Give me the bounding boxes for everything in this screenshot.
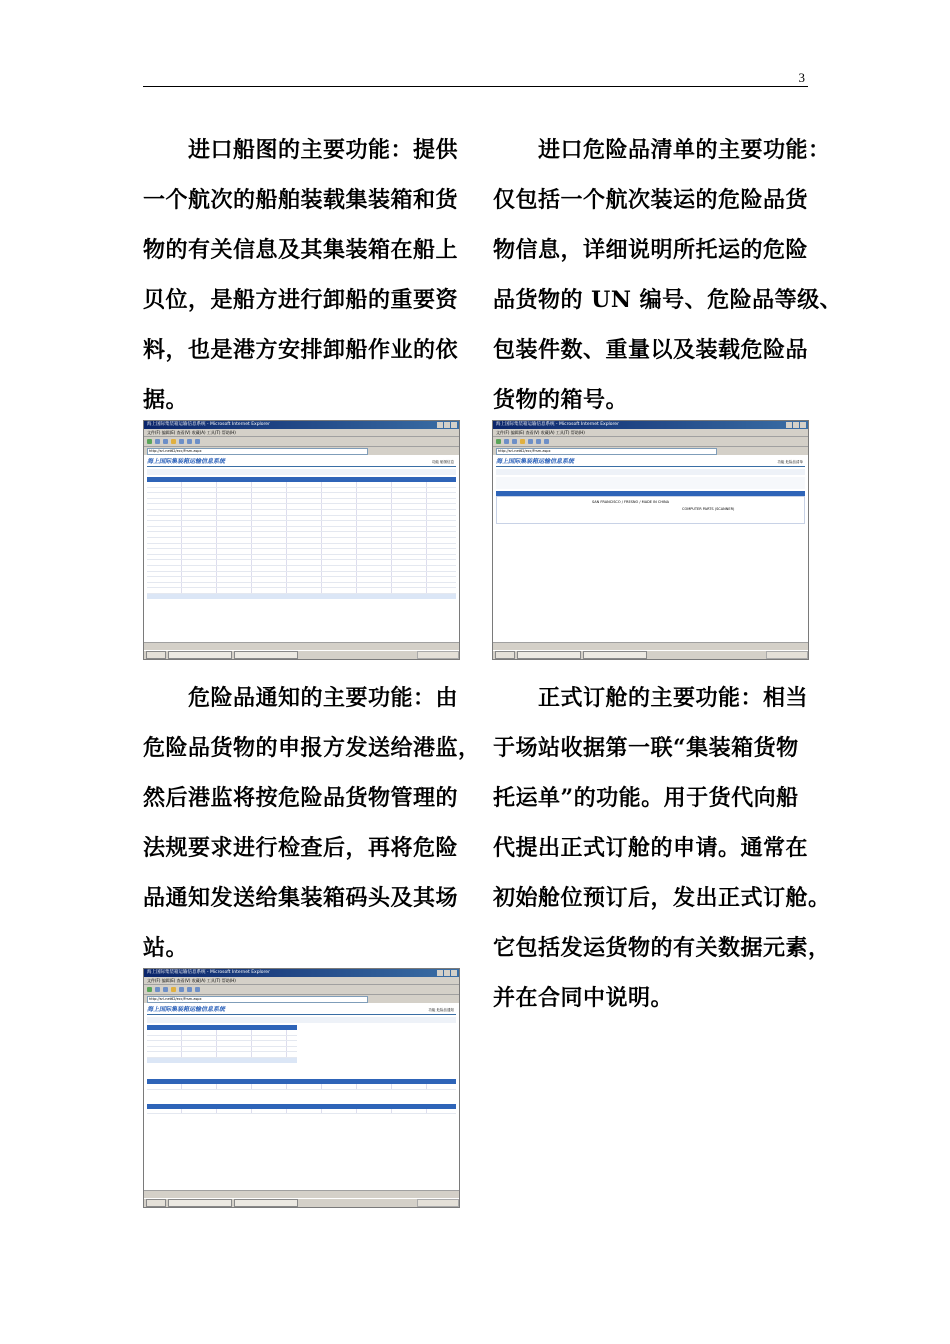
text-line: 贝位，是船方进行卸船的重要资 <box>143 287 459 313</box>
filter-row <box>147 1017 456 1023</box>
function-select: 功能 危险品清单 <box>777 460 803 464</box>
text-line: 品货物的 UN 编号、危险品等级、 <box>493 287 843 313</box>
menu-bar: 文件(F) 编辑(E) 查看(V) 收藏(A) 工具(T) 帮助(H) <box>144 429 459 437</box>
app-content <box>144 1003 459 1191</box>
window-controls <box>786 422 806 428</box>
address-field: http://srl-net62/ecc/Frsm.aspx <box>496 448 717 455</box>
screenshot-dangerous-goods-notice <box>143 968 460 1208</box>
window-controls <box>437 422 457 428</box>
address-field: http://srl-net62/ecc/Frsm.aspx <box>147 996 368 1003</box>
header-rule <box>143 86 808 87</box>
window-title: 海上国际集装箱运输信息系统 - Microsoft Internet Explorer <box>147 422 270 427</box>
system-title: 海上国际集装箱运输信息系统 功能 船图信息 <box>147 458 454 465</box>
address-field: http://srl-net62/ecc/Frsm.aspx <box>147 448 368 455</box>
paragraph-dangerous-goods-list <box>493 125 843 425</box>
table-pager <box>147 594 456 599</box>
taskbar <box>493 650 808 659</box>
menu-bar: 文件(F) 编辑(E) 查看(V) 收藏(A) 工具(T) 帮助(H) <box>144 977 459 985</box>
text-line: 据。 <box>143 387 189 413</box>
text-line: 初始舱位预订后，发出正式订舱。 <box>493 885 831 911</box>
paragraph-formal-booking <box>493 673 831 1023</box>
screenshot-import-bayplan <box>143 420 460 660</box>
text-line: 正式订舱的主要功能：相当 <box>493 685 809 711</box>
window-titlebar <box>493 421 808 429</box>
tray-clock <box>766 651 808 659</box>
tray-clock <box>417 1199 459 1207</box>
text-line: 一个航次的船舶装载集装箱和货 <box>143 187 459 213</box>
window-titlebar <box>144 421 459 429</box>
app-content <box>144 455 459 643</box>
screenshot-dangerous-goods-list <box>492 420 809 660</box>
info-block <box>496 477 805 489</box>
text-line: 危险品通知的主要功能：由 <box>143 685 459 711</box>
text-line: 仅包括一个航次装运的危险品货 <box>493 187 809 213</box>
text-line: 料，也是港方安排卸船作业的依 <box>143 337 459 363</box>
text-line: 然后港监将按危险品货物管理的 <box>143 785 459 811</box>
text-line: 物的有关信息及其集装箱在船上 <box>143 237 459 263</box>
text-line: 托运单”的功能。用于货代向船 <box>493 785 799 811</box>
window-title: 海上国际集装箱运输信息系统 - Microsoft Internet Explorer <box>496 422 619 427</box>
text-line: 于场站收据第一联“集装箱货物 <box>493 735 799 761</box>
table-row <box>496 496 805 524</box>
function-select: 功能 危险品通知 <box>428 1008 454 1012</box>
filter-row <box>496 469 805 475</box>
system-title: 海上国际集装箱运输信息系统 功能 危险品清单 <box>496 458 803 465</box>
text-line: 包装件数、重量以及装载危险品 <box>493 337 809 363</box>
system-title: 海上国际集装箱运输信息系统 功能 危险品通知 <box>147 1006 454 1013</box>
tray-clock <box>417 651 459 659</box>
window-title: 海上国际集装箱运输信息系统 - Microsoft Internet Explorer <box>147 970 270 975</box>
text-line: 它包括发运货物的有关数据元素， <box>493 935 831 961</box>
text-line: 进口船图的主要功能：提供 <box>143 137 459 163</box>
table-cell: COMPUTER PARTS (SCANNER) <box>682 507 735 511</box>
text-line: 进口危险品清单的主要功能： <box>493 137 831 163</box>
text-line: 危险品货物的申报方发送给港监， <box>143 735 481 761</box>
window-controls <box>437 970 457 976</box>
browser-toolbar <box>493 437 808 447</box>
text-line: 代提出正式订舱的申请。通常在 <box>493 835 809 861</box>
text-line: 品通知发送给集装箱码头及其场 <box>143 885 459 911</box>
app-content <box>493 455 808 643</box>
window-titlebar <box>144 969 459 977</box>
taskbar <box>144 1198 459 1207</box>
menu-bar: 文件(F) 编辑(E) 查看(V) 收藏(A) 工具(T) 帮助(H) <box>493 429 808 437</box>
function-select: 功能 船图信息 <box>431 460 454 464</box>
text-line: 法规要求进行检查后，再将危险 <box>143 835 459 861</box>
table-cell: SAN FRANCISCO / FRESNO / MADE IN CHINA <box>592 500 669 504</box>
text-line: 站。 <box>143 935 189 961</box>
paragraph-dangerous-goods-notice <box>143 673 481 973</box>
paragraph-import-bayplan <box>143 125 463 425</box>
filter-row <box>147 469 456 475</box>
browser-toolbar <box>144 437 459 447</box>
browser-toolbar <box>144 985 459 995</box>
taskbar <box>144 650 459 659</box>
text-line: 货物的箱号。 <box>493 387 629 413</box>
page-number: 3 <box>798 70 805 85</box>
text-line: 并在合同中说明。 <box>493 985 674 1011</box>
table-row <box>147 1109 456 1115</box>
text-line: 物信息，详细说明所托运的危险 <box>493 237 809 263</box>
